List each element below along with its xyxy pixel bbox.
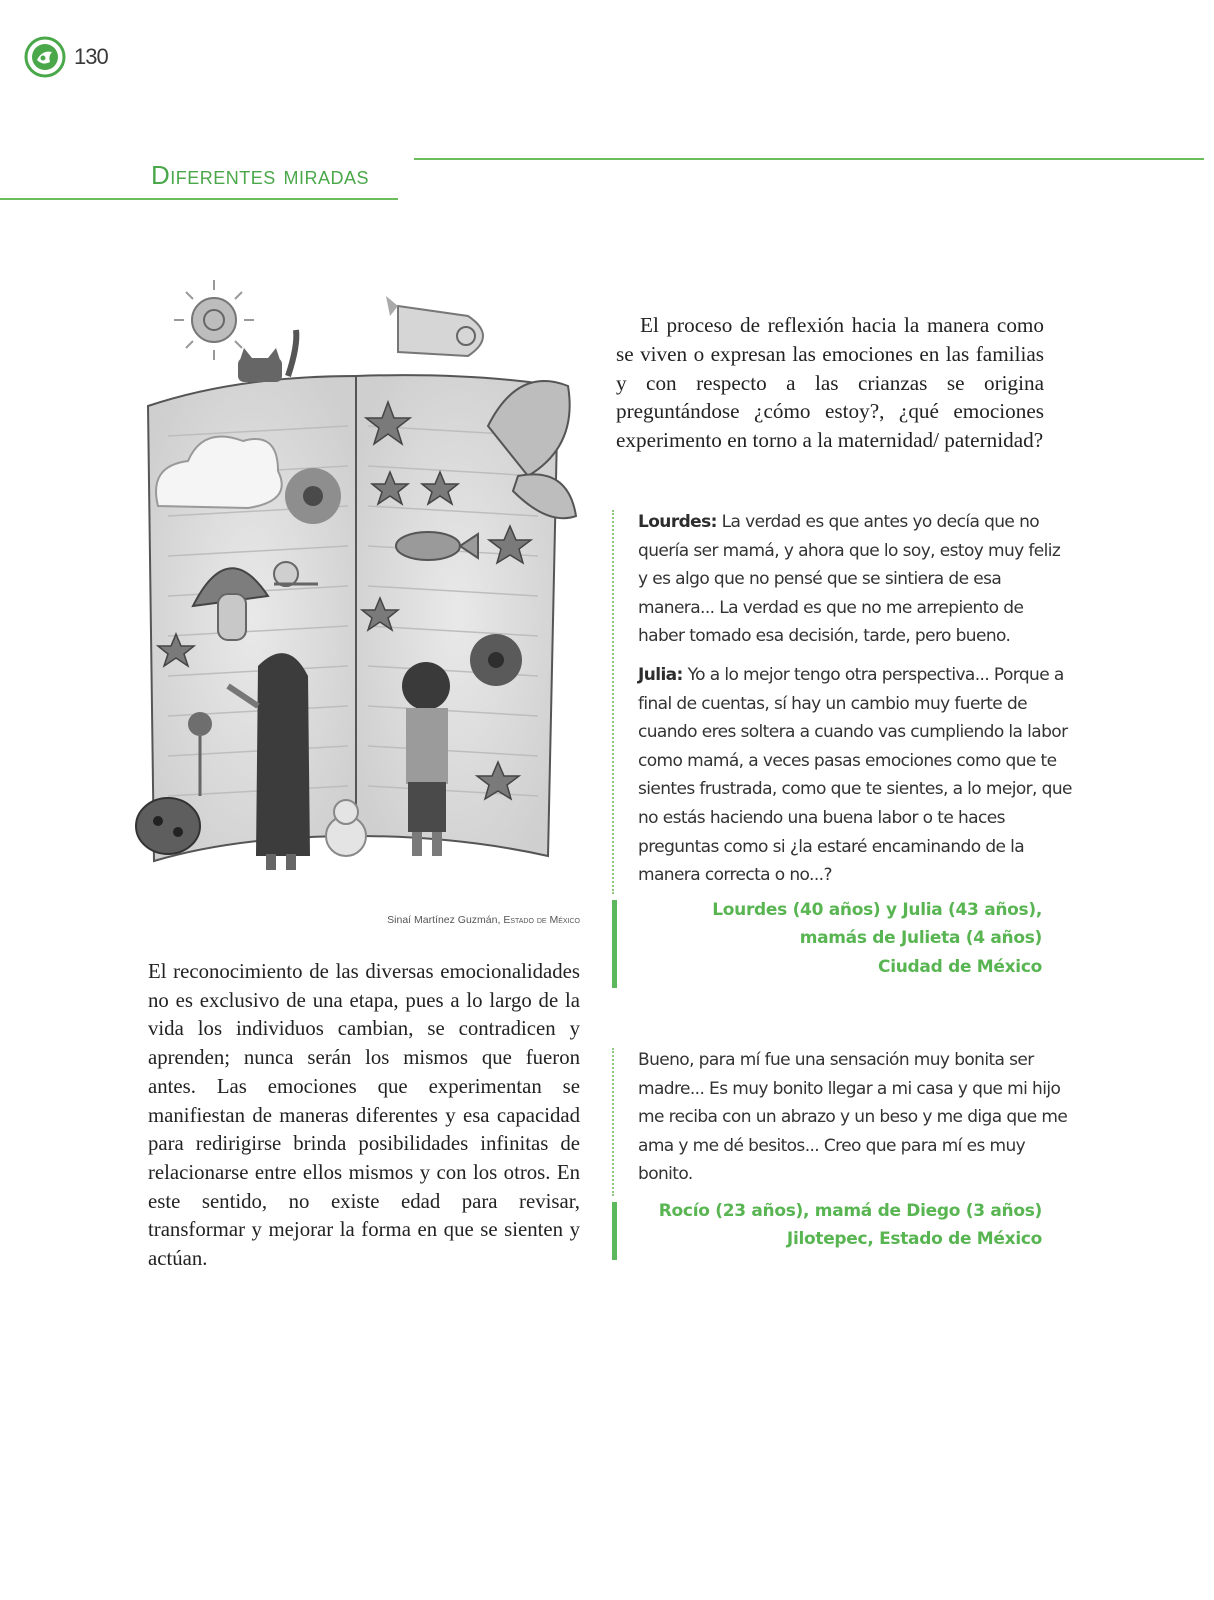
accent-bar <box>612 900 617 988</box>
section-rule-bottom <box>0 198 398 200</box>
attribution-line: Rocío (23 años), mamá de Diego (3 años) <box>658 1200 1042 1221</box>
left-body-paragraph: El reconocimiento de las diversas emocionalidades no es exclusivo de una etapa, pues a lo largo de la vida los individuos cambian, se contradicen y aprenden; nunca serán los mismos que fueron antes. Las emociones que experimentan se manifiestan de maneras diferentes y esa capacidad para redirigirse brinda posibilidades infinitas de relacionarse entre ellos mismos y con los otros. En este sentido, no existe edad para revisar, transformar y mejorar la forma en que se sienten y actúan. <box>148 960 580 1271</box>
rocket-icon <box>386 296 483 356</box>
publisher-logo-icon <box>24 36 66 78</box>
page-header <box>24 36 108 78</box>
testimony-attribution-2 <box>612 1197 1042 1254</box>
flower-icon <box>285 468 341 524</box>
attribution-line: Ciudad de México <box>878 956 1042 977</box>
testimony-quote-2 <box>612 1046 1072 1189</box>
section-rule-top <box>414 158 1204 160</box>
cat-icon <box>238 330 296 382</box>
section-header <box>0 158 1214 200</box>
rocio-quote: Bueno, para mí fue una sensación muy bonita ser madre... Es muy bonito llegar a mi casa y que mi hijo me reciba con un abrazo y un beso y me diga que me ama y me dé besitos... Creo que para mí es muy bonito. <box>638 1050 1068 1185</box>
accent-bar <box>612 1202 617 1260</box>
attribution-line: Lourdes (40 años) y Julia (43 años), <box>712 899 1042 920</box>
lourdes-quote <box>638 508 1072 651</box>
boy-figure <box>402 662 450 856</box>
caption-author: Sinaí Martínez Guzmán, <box>387 914 501 926</box>
attribution-line: Jilotepec, Estado de México <box>786 1229 1042 1250</box>
speaker-name: Julia: <box>638 664 683 685</box>
sun-icon <box>174 280 254 360</box>
illustration-caption <box>150 914 580 926</box>
testimony-quote-1 <box>612 508 1072 890</box>
testimony-block-1 <box>612 508 1072 981</box>
ladybug-icon <box>136 798 200 854</box>
attribution-line: mamás de Julieta (4 años) <box>799 928 1042 949</box>
testimony-attribution-1 <box>612 896 1042 982</box>
children-book-illustration <box>128 276 586 900</box>
testimony-block-2 <box>612 1046 1072 1254</box>
speaker-name: Lourdes: <box>638 512 717 532</box>
quote-text: Yo a lo mejor tengo otra perspectiva... Porque a final de cuentas, sí hay un cambio muy fuerte de cuando eres soltera a cuando vas cumpliendo la labor como mamá, a veces pasas emociones como que te sientes frustrada, como que te sientes, a lo mejor, que no estás haciendo una buena labor o te haces preguntas como si ¿la estaré encaminando de la manera correcta o no...? <box>638 664 1072 886</box>
dotted-rule <box>612 510 614 894</box>
right-intro <box>616 311 1044 455</box>
caption-place: Estado de México <box>503 914 580 926</box>
intro-paragraph: El proceso de reflexión hacia la manera como se viven o expresan las emociones en las familias y con respecto a las crianzas se origina preguntándose ¿cómo estoy?, ¿qué emociones experimento en torno a la maternidad/ paternidad? <box>616 313 1044 453</box>
dotted-rule <box>612 1048 614 1196</box>
julia-quote <box>638 661 1072 890</box>
section-title: Diferentes miradas <box>151 160 370 190</box>
page-number: 130 <box>74 44 108 69</box>
dark-flower-icon <box>470 634 522 686</box>
quote-text: La verdad es que antes yo decía que no quería ser mamá, y ahora que lo soy, estoy muy feliz y es algo que no pensé que se sintiera de esa manera... La verdad es que no me arrepiento de haber tomado esa decisión, tarde, pero bueno. <box>638 512 1061 647</box>
